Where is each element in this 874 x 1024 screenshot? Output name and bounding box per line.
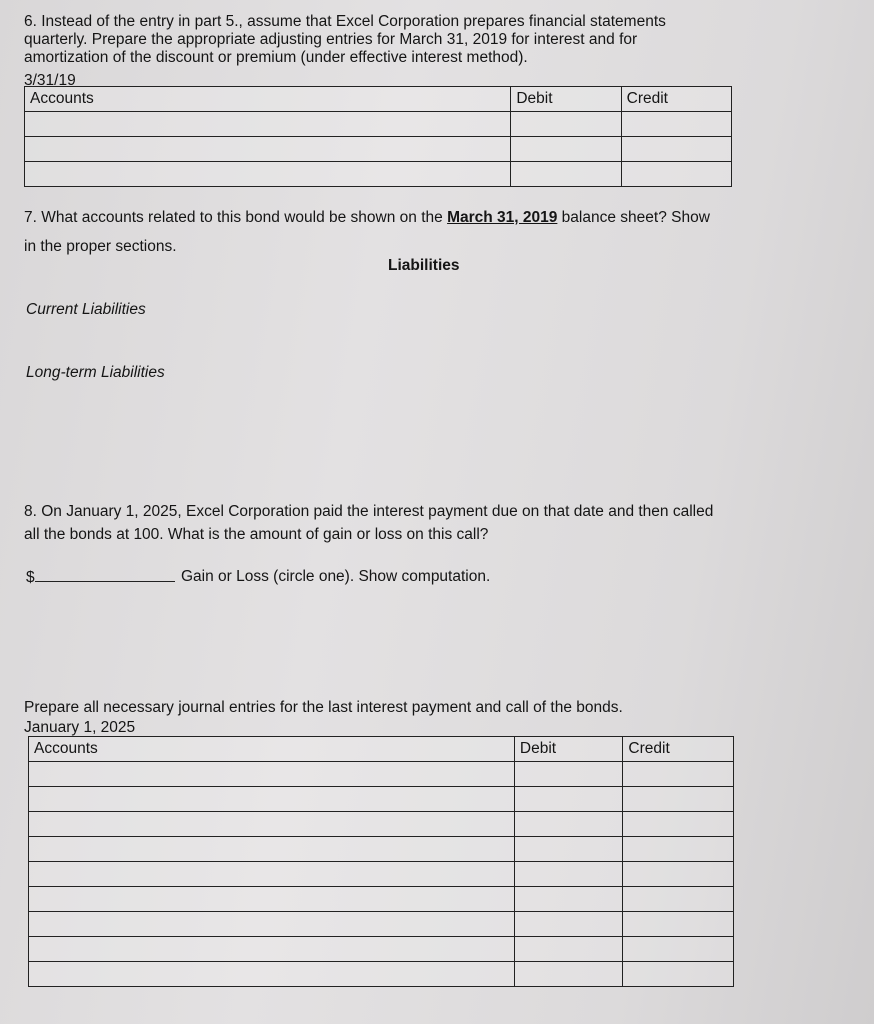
debit-cell[interactable] — [514, 812, 623, 837]
debit-cell[interactable] — [514, 962, 623, 987]
answer-blank[interactable] — [35, 567, 175, 582]
gain-loss-line — [26, 567, 175, 587]
credit-cell[interactable] — [623, 962, 734, 987]
table-row — [25, 112, 732, 137]
debit-header: Debit — [511, 87, 621, 112]
table-row — [29, 787, 734, 812]
debit-cell[interactable] — [514, 937, 623, 962]
table-header-row — [29, 737, 734, 762]
account-cell[interactable] — [25, 137, 511, 162]
account-cell[interactable] — [29, 912, 515, 937]
q8-date: January 1, 2025 — [24, 719, 136, 736]
current-liabilities-label: Current Liabilities — [26, 301, 146, 318]
credit-cell[interactable] — [623, 812, 734, 837]
debit-cell[interactable] — [511, 112, 621, 137]
dollar-sign: $ — [26, 569, 35, 586]
credit-header: Credit — [621, 87, 731, 112]
q7-date-underlined: March 31, 2019 — [447, 209, 558, 226]
table-row — [29, 862, 734, 887]
table-header-row — [25, 87, 732, 112]
q6-text-line2: quarterly. Prepare the appropriate adjusting entries for March 31, 2019 for interest and for — [24, 31, 638, 48]
account-cell[interactable] — [29, 812, 515, 837]
account-cell[interactable] — [29, 787, 515, 812]
table-row — [29, 762, 734, 787]
debit-cell[interactable] — [514, 862, 623, 887]
account-cell[interactable] — [29, 762, 515, 787]
table-row — [25, 162, 732, 187]
q7-text-line1 — [24, 208, 710, 227]
table-row — [29, 812, 734, 837]
credit-cell[interactable] — [623, 912, 734, 937]
gain-loss-prompt: Gain or Loss (circle one). Show computation. — [181, 568, 491, 585]
credit-cell[interactable] — [623, 937, 734, 962]
account-cell[interactable] — [29, 962, 515, 987]
credit-cell[interactable] — [621, 112, 731, 137]
credit-header: Credit — [623, 737, 734, 762]
table-row — [29, 962, 734, 987]
q7-text-line2: in the proper sections. — [24, 238, 177, 255]
q6-text-line1: 6. Instead of the entry in part 5., assume that Excel Corporation prepares financial statements — [24, 13, 666, 30]
journal-prompt: Prepare all necessary journal entries for the last interest payment and call of the bonds. — [24, 699, 623, 716]
liabilities-heading: Liabilities — [388, 257, 460, 274]
debit-cell[interactable] — [514, 887, 623, 912]
q6-text-line3: amortization of the discount or premium (under effective interest method). — [24, 49, 528, 66]
q6-date: 3/31/19 — [24, 72, 76, 89]
debit-cell[interactable] — [514, 837, 623, 862]
credit-cell[interactable] — [623, 837, 734, 862]
accounts-header: Accounts — [29, 737, 515, 762]
accounts-header: Accounts — [25, 87, 511, 112]
q8-text-line1: 8. On January 1, 2025, Excel Corporation paid the interest payment due on that date and then called — [24, 503, 714, 520]
q6-journal-table — [24, 86, 732, 187]
table-row — [29, 887, 734, 912]
debit-cell[interactable] — [514, 787, 623, 812]
debit-cell[interactable] — [514, 912, 623, 937]
credit-cell[interactable] — [621, 137, 731, 162]
q8-text-line2: all the bonds at 100. What is the amount of gain or loss on this call? — [24, 526, 489, 543]
credit-cell[interactable] — [623, 787, 734, 812]
long-term-liabilities-label: Long-term Liabilities — [26, 364, 165, 381]
account-cell[interactable] — [29, 862, 515, 887]
debit-header: Debit — [514, 737, 623, 762]
table-row — [29, 912, 734, 937]
q7-text-post: balance sheet? Show — [557, 209, 710, 226]
account-cell[interactable] — [29, 937, 515, 962]
table-row — [29, 937, 734, 962]
debit-cell[interactable] — [511, 162, 621, 187]
account-cell[interactable] — [25, 162, 511, 187]
credit-cell[interactable] — [623, 887, 734, 912]
q8-journal-table — [28, 736, 734, 987]
q7-text-pre: 7. What accounts related to this bond would be shown on the — [24, 209, 448, 226]
table-row — [29, 837, 734, 862]
debit-cell[interactable] — [511, 137, 621, 162]
credit-cell[interactable] — [623, 762, 734, 787]
account-cell[interactable] — [29, 837, 515, 862]
credit-cell[interactable] — [623, 862, 734, 887]
table-row — [25, 137, 732, 162]
account-cell[interactable] — [29, 887, 515, 912]
credit-cell[interactable] — [621, 162, 731, 187]
debit-cell[interactable] — [514, 762, 623, 787]
account-cell[interactable] — [25, 112, 511, 137]
